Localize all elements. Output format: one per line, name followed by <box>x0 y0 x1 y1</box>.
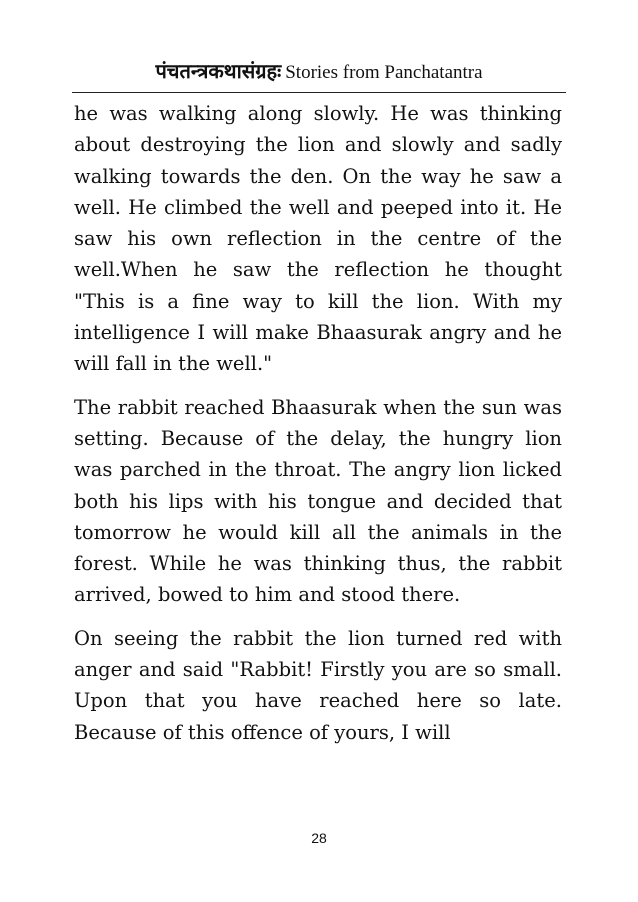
header-english-title: Stories from Panchatantra <box>285 62 483 83</box>
paragraph-3: On seeing the rabbit the lion turned red with anger and said "Rabbit! Firstly you are so small. Upon that you have reached here so late. Because of this offence of yours, I will <box>74 626 562 744</box>
header-divider <box>72 92 566 93</box>
paragraph-2: The rabbit reached Bhaasurak when the sun was setting. Because of the delay, the hungry lion was parched in the throat. The angry lion licked both his lips with his tongue and decided that tomorrow he would kill all the animals in the forest. While he was thinking thus, the rabbit arrived, bowed to him and stood there. <box>74 395 562 607</box>
paragraph-1: he was walking along slowly. He was thinking about destroying the lion and slowly and sadly walking towards the den. On the way he saw a well. He climbed the well and peeped into it. He saw his own reflection in the centre of the well.When he saw the reflection he thought "This is a fine way to kill the lion. With my intelligence I will make Bhaasurak angry and he will fall in the well." <box>74 102 562 376</box>
running-header <box>72 56 566 89</box>
story-text <box>74 98 562 760</box>
page-number: 28 <box>311 830 327 846</box>
header-sanskrit-title: पंचतन्त्रकथासंग्रहः <box>155 59 282 83</box>
